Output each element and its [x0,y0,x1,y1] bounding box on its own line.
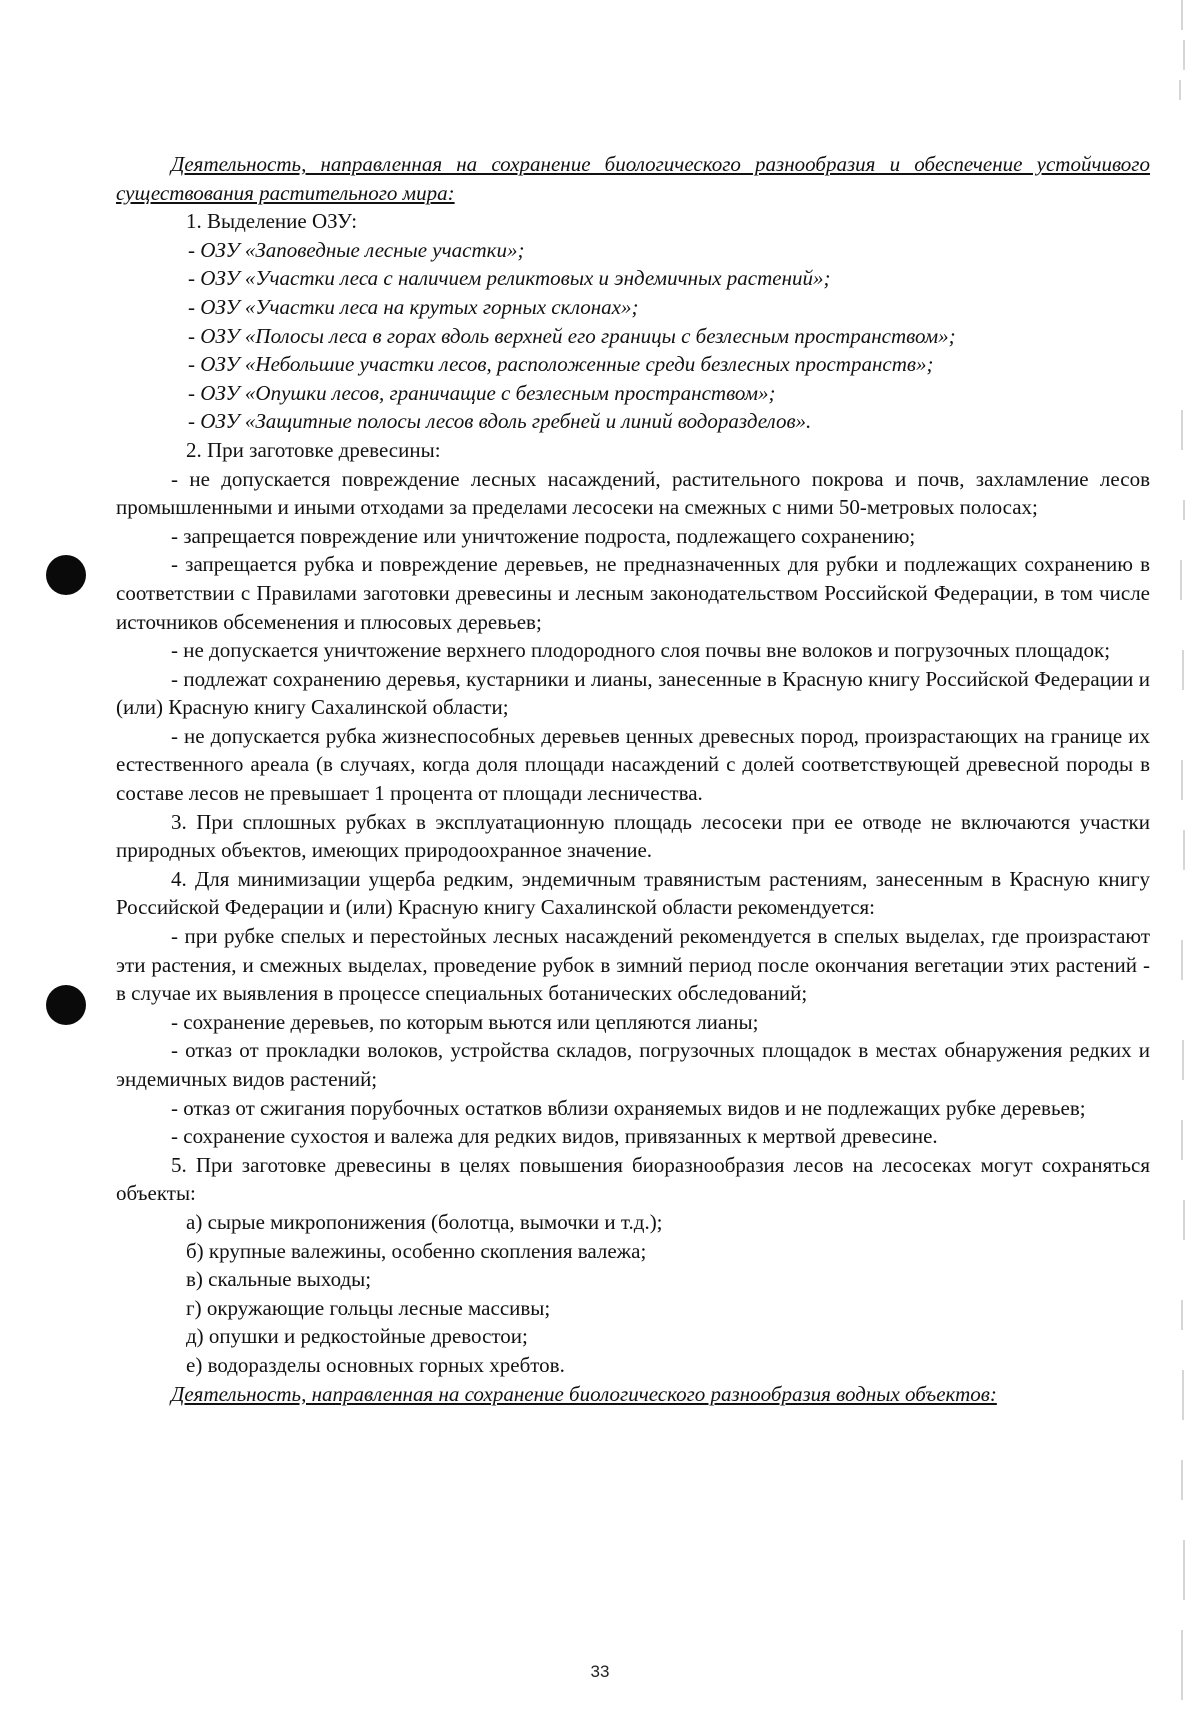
ozu-item: - ОЗУ «Участки леса на крутых горных склонах»; [188,294,639,319]
document-body [116,150,1150,1408]
item-2-point: - запрещается повреждение или уничтожение подроста, подлежащего сохранению; [171,523,916,548]
item-2-point: - запрещается рубка и повреждение деревьев, не предназначенных для рубки и подлежащих сохранению в соответствии с Правилами заготовки древесины и лесным законодательством Российской Федерации, в том числе источников обсеменения и плюсовых деревьев; [116,552,1150,634]
item-2-point: - не допускается уничтожение верхнего плодородного слоя почвы вне волоков и погрузочных площадок; [171,638,1111,663]
ozu-item: - ОЗУ «Участки леса с наличием реликтовых и эндемичных растений»; [188,266,831,291]
ozu-item: - ОЗУ «Опушки лесов, граничащие с безлесным пространством»; [188,380,776,405]
item-2-point: - не допускается рубка жизнеспособных деревьев ценных древесных пород, произрастающих на границе их естественного ареала (в случаях, когда доля площади насаждений с долей соответствующей древесной породы в составе лесов не превышает 1 процента от площади лесничества. [116,723,1150,806]
section-heading-water: Деятельность, направленная на сохранение биологического разнообразия водных объектов: [171,1381,997,1406]
ozu-item: - ОЗУ «Небольшие участки лесов, расположенные среди безлесных пространств»; [188,352,934,377]
item-1-title: 1. Выделение ОЗУ: [186,209,358,234]
ozu-item: - ОЗУ «Полосы леса в горах вдоль верхней его границы с безлесным пространством»; [188,323,956,348]
punch-hole-mark-bottom [46,985,86,1025]
item-4-point: - при рубке спелых и перестойных лесных насаждений рекомендуется в спелых выделах, где произрастают эти растения, и смежных выделах, проведение рубок в зимний период после окончания вегетации этих растений - в случае их выявления в процессе специальных ботанических обследований; [116,924,1150,1006]
item-5-list-entry: г) окружающие гольцы лесные массивы; [186,1295,551,1320]
item-5-list-entry: д) опушки и редкостойные древостои; [186,1324,528,1349]
item-5-list-entry: а) сырые микропонижения (болотца, вымочки и т.д.); [186,1209,663,1234]
item-3-paragraph: 3. При сплошных рубках в эксплуатационную площадь лесосеки при ее отводе не включаются участки природных объектов, имеющих природоохранное значение. [116,809,1150,863]
item-2-point: - подлежат сохранению деревья, кустарники и лианы, занесенные в Красную книгу Российской Федерации и (или) Красную книгу Сахалинской области; [116,666,1150,720]
item-4-point: - отказ от прокладки волоков, устройства складов, погрузочных площадок в местах обнаружения редких и эндемичных видов растений; [116,1038,1150,1091]
item-4-paragraph: 4. Для минимизации ущерба редким, эндемичным травянистым растениям, занесенным в Красную книгу Российской Федерации и (или) Красную книгу Сахалинской области рекомендуется: [116,866,1150,920]
punch-hole-mark-top [46,555,86,595]
item-5-paragraph: 5. При заготовке древесины в целях повышения биоразнообразия лесов на лесосеках могут сохраняться объекты: [116,1152,1150,1206]
item-5-list-entry: е) водоразделы основных горных хребтов. [186,1352,565,1377]
page-number: 33 [590,1662,610,1681]
section-heading-flora: Деятельность, направленная на сохранение биологического разнообразия и обеспечение устойчивого существования растительного мира: [116,152,1150,205]
item-5-list-entry: в) скальные выходы; [186,1267,372,1292]
item-2-title: 2. При заготовке древесины: [186,437,441,462]
item-4-point: - сохранение деревьев, по которым вьются или цепляются лианы; [171,1009,759,1034]
item-4-point: - сохранение сухостоя и валежа для редких видов, привязанных к мертвой древесине. [171,1124,938,1149]
item-2-point: - не допускается повреждение лесных насаждений, растительного покрова и почв, захламление лесов промышленными и иными отходами за пределами лесосеки на смежных с ними 50-метровых полосах; [116,466,1150,520]
item-4-point: - отказ от сжигания порубочных остатков вблизи охраняемых видов и не подлежащих рубке деревьев; [171,1095,1086,1120]
ozu-item: - ОЗУ «Заповедные лесные участки»; [188,237,525,262]
item-5-list-entry: б) крупные валежины, особенно скопления валежа; [186,1238,647,1263]
ozu-item: - ОЗУ «Защитные полосы лесов вдоль гребней и линий водоразделов». [188,409,812,434]
